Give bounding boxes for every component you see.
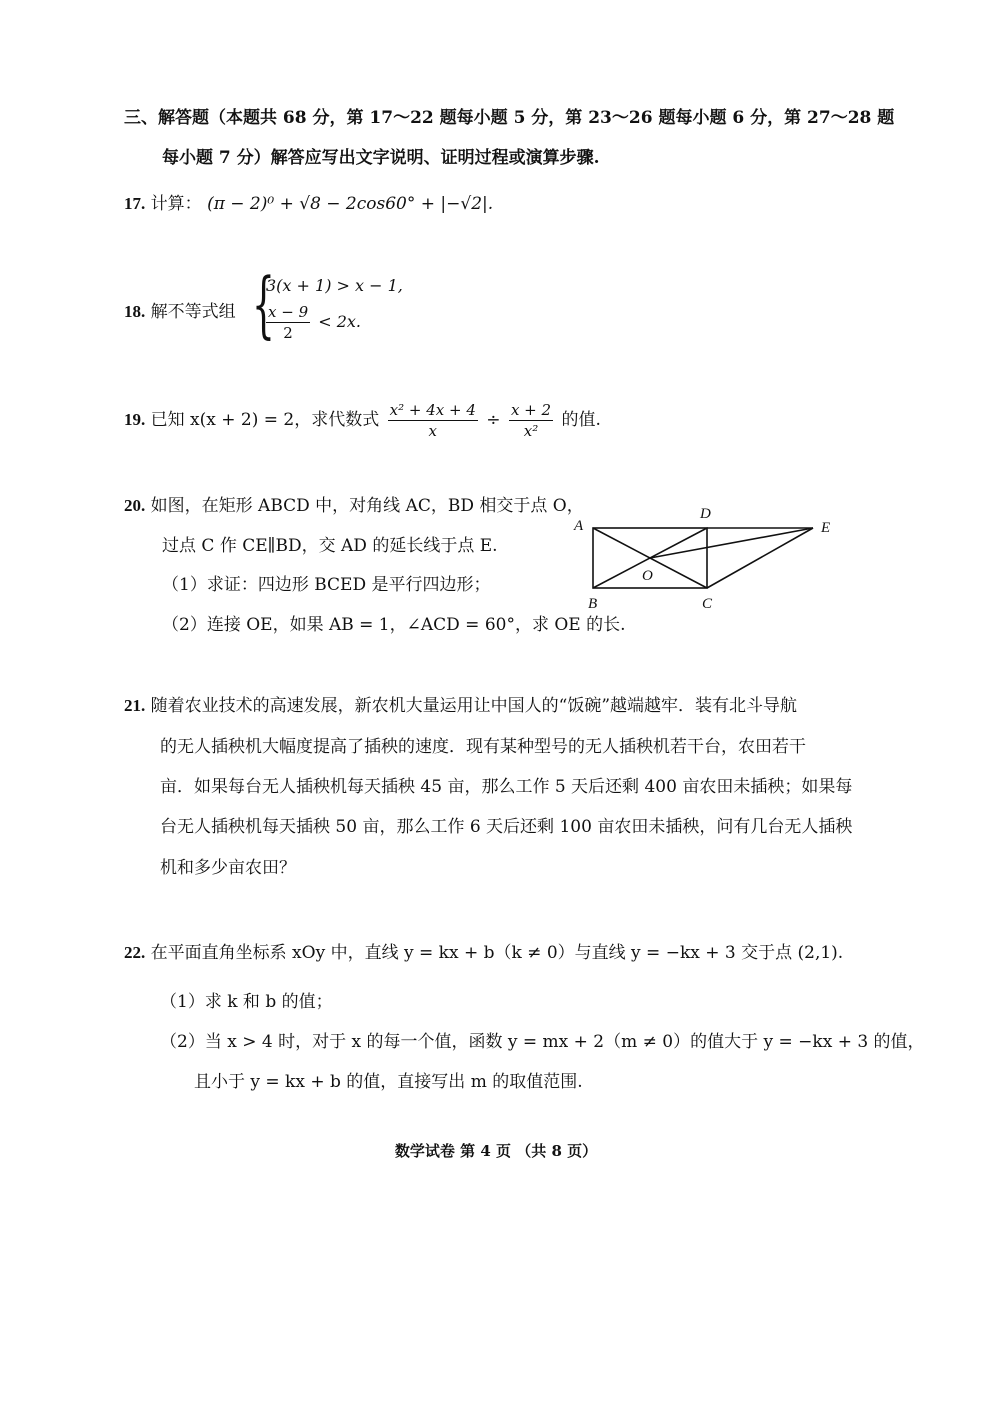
section-title-line1: 三、解答题（本题共 68 分，第 17～22 题每小题 5 分，第 23～26 题每小题 6 分，第 27～28 题	[124, 108, 895, 128]
fraction-2-numerator: x + 2	[510, 401, 552, 419]
question-22-part1: （1）求 k 和 b 的值；	[160, 992, 333, 1012]
question-22-line1	[124, 941, 843, 965]
question-21-line5: 机和多少亩农田？	[160, 858, 296, 878]
question-number: 17.	[124, 194, 146, 213]
question-text: 随着农业技术的高速发展，新农机大量运用让中国人的“饭碗”越端越牢．装有北斗导航	[150, 696, 798, 716]
question-prefix: 已知 x(x + 2) = 2，求代数式	[150, 410, 380, 430]
question-18	[124, 300, 236, 324]
fraction-1-numerator: x² + 4x + 4	[389, 401, 476, 419]
segment-oe	[650, 528, 813, 558]
question-20-line2: 过点 C 作 CE∥BD，交 AD 的延长线于点 E.	[162, 536, 498, 556]
question-number: 18.	[124, 302, 146, 321]
question-number: 19.	[124, 410, 146, 429]
question-suffix: 的值.	[561, 410, 601, 430]
label-e: E	[821, 520, 831, 536]
question-22-part2-line1: （2）当 x > 4 时，对于 x 的每一个值，函数 y = mx + 2（m ≠ 0）的值大于 y = −kx + 3 的值，	[160, 1032, 925, 1052]
inequality-2	[266, 302, 403, 343]
question-22-part2-line2: 且小于 y = kx + b 的值，直接写出 m 的取值范围.	[194, 1072, 583, 1092]
inequality-2-tail: < 2x.	[318, 312, 361, 331]
left-brace: {	[252, 262, 275, 346]
question-21-line4: 台无人插秧机每天插秧 50 亩，那么工作 6 天后还剩 100 亩农田未插秧，问有几台无人插秧	[160, 817, 853, 837]
question-number: 21.	[124, 696, 146, 715]
divide-operator: ÷	[486, 410, 501, 430]
question-text: 在平面直角坐标系 xOy 中，直线 y = kx + b（k ≠ 0）与直线 y = −kx + 3 交于点 (2,1).	[150, 943, 844, 963]
label-c: C	[702, 596, 713, 612]
question-number: 22.	[124, 943, 146, 962]
inequality-system	[266, 274, 403, 343]
question-number: 20.	[124, 496, 146, 515]
question-label: 解不等式组	[150, 302, 236, 322]
question-label: 计算：	[150, 194, 202, 214]
inequality-1: 3(x + 1) > x − 1,	[266, 276, 403, 295]
question-21-line3: 亩．如果每台无人插秧机每天插秧 45 亩，那么工作 5 天后还剩 400 亩农田未插秧；如果每	[160, 777, 853, 797]
question-21-line1	[124, 694, 797, 718]
label-d: D	[700, 506, 711, 522]
question-19	[124, 398, 601, 442]
question-20-part2: （2）连接 OE，如果 AB = 1，∠ACD = 60°，求 OE 的长.	[162, 615, 626, 635]
label-a: A	[574, 518, 584, 534]
label-o: O	[642, 568, 653, 584]
section-title-line2: 每小题 7 分）解答应写出文字说明、证明过程或演算步骤.	[162, 148, 600, 168]
page-footer: 数学试卷 第 4 页 （共 8 页）	[394, 1142, 598, 1160]
question-21-line2: 的无人插秧机大幅度提高了插秧的速度．现有某种型号的无人插秧机若干台，农田若干	[160, 737, 806, 757]
math-expression: (π − 2)⁰ + √8 − 2cos60° + |−√2|.	[207, 194, 494, 214]
question-text: 如图，在矩形 ABCD 中，对角线 AC，BD 相交于点 O，	[150, 496, 584, 516]
fraction-denominator: 2	[283, 324, 293, 342]
question-17	[124, 192, 493, 216]
question-20-line1	[124, 494, 584, 518]
rectangle-diagram	[560, 500, 850, 620]
label-b: B	[588, 596, 598, 612]
fraction-1-denominator: x	[428, 422, 437, 440]
fraction-numerator: x − 9	[268, 303, 309, 321]
fraction-2-denominator: x²	[523, 422, 539, 440]
question-20-part1: （1）求证：四边形 BCED 是平行四边形；	[162, 575, 491, 595]
